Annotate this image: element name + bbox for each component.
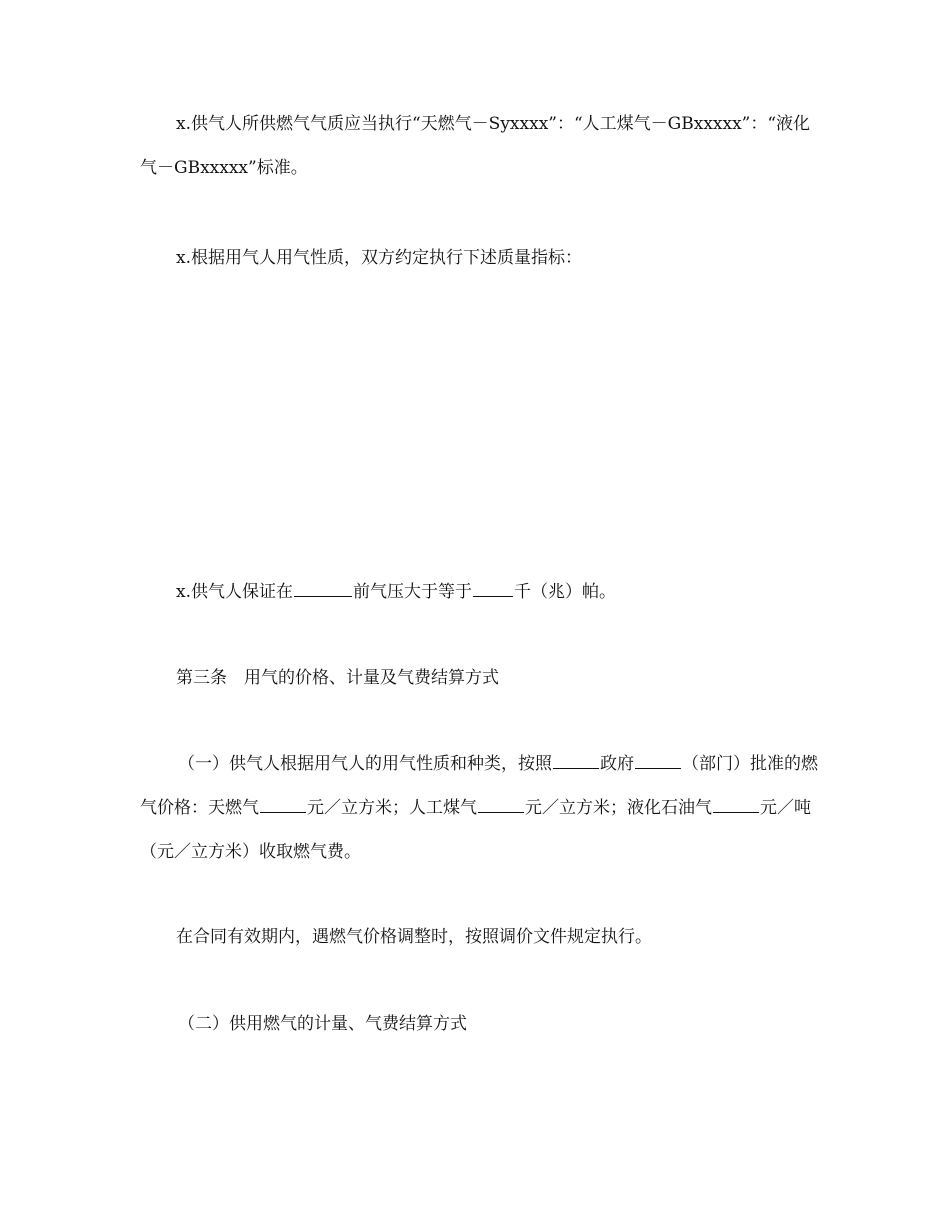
- coal-gas-price-blank: [478, 795, 524, 813]
- article-3-heading: 第三条 用气的价格、计量及气费结算方式: [176, 668, 499, 688]
- price-text-1: （一）供气人根据用气人的用气性质和种类，按照: [178, 754, 552, 774]
- natural-gas-price-blank: [260, 795, 306, 813]
- price-text-3: （部门）批准的燃气价格：天燃气: [140, 754, 818, 818]
- price-text-2: 政府: [600, 754, 634, 774]
- metering-settlement-heading: （二）供用燃气的计量、气费结算方式: [178, 1014, 467, 1034]
- quality-indicators-paragraph: x.根据用气人用气性质，双方约定执行下述质量指标：: [176, 248, 582, 268]
- lpg-price-blank: [713, 795, 759, 813]
- gas-quality-standard-paragraph: x.供气人所供燃气气质应当执行“天燃气－Syxxxx”：“人工煤气－GBxxxxx”：“液化气－GBxxxxx”标准。: [140, 114, 811, 178]
- department-blank: [635, 751, 681, 769]
- pressure-text-3: 千（兆）帕。: [514, 582, 616, 602]
- time-blank: [294, 579, 352, 597]
- price-adjustment-paragraph: 在合同有效期内，遇燃气价格调整时，按照调价文件规定执行。: [176, 927, 652, 947]
- pressure-text-1: x.供气人保证在: [176, 582, 293, 602]
- pressure-guarantee-paragraph: [140, 570, 820, 614]
- government-blank: [553, 751, 599, 769]
- price-text-6: 元／吨（元／立方米）收取燃气费。: [140, 798, 811, 862]
- gas-price-paragraph: [140, 742, 820, 874]
- pressure-value-blank: [473, 579, 513, 597]
- price-text-5: 元／立方米；液化石油气: [525, 798, 712, 818]
- price-text-4: 元／立方米；人工煤气: [307, 798, 477, 818]
- pressure-text-2: 前气压大于等于: [353, 582, 472, 602]
